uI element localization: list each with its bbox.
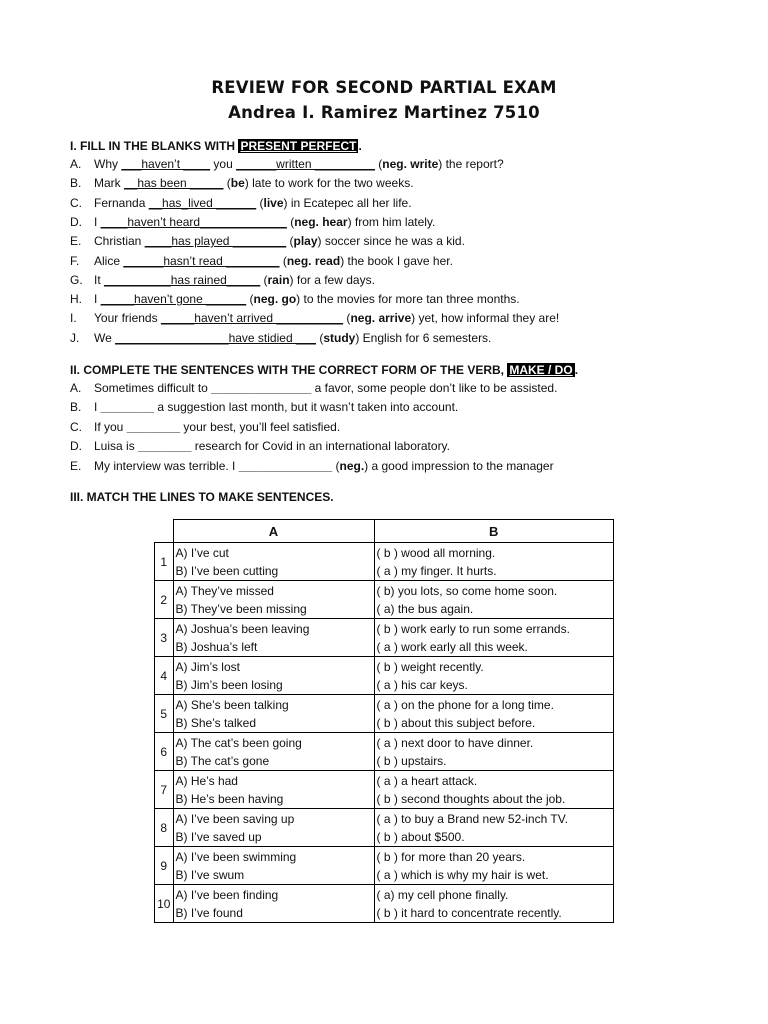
match-row bbox=[155, 581, 614, 619]
item-text: ( bbox=[315, 330, 324, 345]
match-row bbox=[155, 543, 614, 581]
option-b: B) The cat’s gone bbox=[175, 753, 270, 768]
item-letter: G. bbox=[70, 272, 83, 287]
section-1-heading-suffix: . bbox=[358, 139, 362, 153]
option-b: B) I’ve swum bbox=[175, 867, 245, 882]
item-text: If you bbox=[94, 419, 127, 434]
item-letter: D. bbox=[70, 214, 82, 229]
item-answer: _________________have stidied ___ bbox=[115, 330, 316, 345]
item-verb: neg. hear bbox=[294, 214, 348, 229]
item-text: Your friends bbox=[94, 311, 161, 326]
corner-cell bbox=[155, 520, 174, 543]
section-2-heading-suffix: . bbox=[574, 363, 579, 377]
item-text: a favor, some people don’t like to be assisted. bbox=[311, 381, 558, 395]
fill-item bbox=[70, 176, 414, 191]
fill-item bbox=[70, 331, 491, 346]
match-answer: ( b ) it hard to concentrate recently. bbox=[376, 905, 562, 920]
item-text: ) for a few days. bbox=[289, 272, 375, 287]
option-b: B) They’ve been missing bbox=[175, 601, 307, 616]
column-a-cell bbox=[173, 695, 374, 733]
item-text: ( bbox=[260, 272, 268, 287]
item-blank: ________ bbox=[100, 400, 155, 415]
item-letter: C. bbox=[70, 419, 82, 434]
item-text: Luisa is bbox=[94, 439, 139, 454]
match-row bbox=[155, 733, 614, 771]
match-row bbox=[155, 847, 614, 885]
author-line: Andrea I. Ramirez Martinez 7510 bbox=[228, 103, 540, 122]
item-answer: _____haven’t gone ______ bbox=[100, 292, 247, 307]
item-letter: C. bbox=[70, 195, 82, 210]
row-number: 6 bbox=[155, 733, 174, 771]
match-table-header bbox=[155, 520, 614, 543]
item-text: ( bbox=[279, 253, 287, 268]
fill-item bbox=[70, 254, 453, 269]
item-verb: rain bbox=[267, 272, 290, 287]
row-number: 1 bbox=[155, 543, 174, 581]
match-answer: ( b ) work early to run some errands. bbox=[376, 621, 570, 636]
item-letter: F. bbox=[70, 253, 80, 268]
match-row bbox=[155, 885, 614, 923]
option-a: A) She’s been talking bbox=[175, 697, 289, 712]
column-a-cell bbox=[173, 581, 374, 619]
make-do-item bbox=[70, 400, 458, 415]
row-number: 2 bbox=[155, 581, 174, 619]
item-text: ) late to work for the two weeks. bbox=[244, 176, 414, 191]
section-1-highlight: PRESENT PERFECT bbox=[240, 139, 357, 153]
item-text: ( bbox=[343, 311, 351, 326]
row-number: 4 bbox=[155, 657, 174, 695]
item-text: ) from him lately. bbox=[347, 214, 436, 229]
column-a-header: A bbox=[173, 520, 374, 543]
section-1-heading-prefix: I. FILL IN THE BLANKS WITH bbox=[70, 139, 239, 153]
section-2-highlight: MAKE / DO bbox=[509, 363, 573, 377]
fill-item bbox=[70, 311, 559, 326]
item-letter: D. bbox=[70, 439, 82, 454]
item-text: Sometimes difficult to bbox=[94, 381, 212, 395]
item-letter: E. bbox=[70, 234, 82, 249]
option-b: B) Jim’s been losing bbox=[175, 677, 283, 692]
option-a: A) I’ve been swimming bbox=[175, 849, 297, 864]
option-b: B) I’ve been cutting bbox=[175, 563, 279, 578]
fill-item bbox=[70, 215, 435, 230]
match-answer: ( b ) second thoughts about the job. bbox=[376, 791, 566, 806]
item-text: ) soccer since he was a kid. bbox=[317, 234, 465, 249]
item-letter: E. bbox=[70, 458, 82, 473]
match-row bbox=[155, 657, 614, 695]
column-b-cell bbox=[374, 733, 614, 771]
item-text: Mark bbox=[94, 176, 124, 191]
column-a-cell bbox=[173, 885, 374, 923]
column-a-cell bbox=[173, 771, 374, 809]
row-number: 10 bbox=[155, 885, 174, 923]
item-text: I bbox=[94, 292, 101, 307]
make-do-item bbox=[70, 459, 554, 474]
option-a: A) They’ve missed bbox=[175, 583, 274, 598]
section-2-heading-prefix: II. COMPLETE THE SENTENCES WITH THE CORRECT FORM OF THE VERB, bbox=[70, 363, 508, 377]
item-text: research for Covid in an international laboratory. bbox=[191, 439, 451, 454]
match-answer: ( a ) a heart attack. bbox=[376, 773, 478, 788]
section-3-heading: III. MATCH THE LINES TO MAKE SENTENCES. bbox=[70, 490, 334, 504]
column-a-cell bbox=[173, 657, 374, 695]
option-b: B) She’s talked bbox=[175, 715, 256, 730]
item-verb: neg. write bbox=[382, 157, 439, 171]
item-verb: neg. read bbox=[286, 253, 341, 268]
option-a: A) I’ve cut bbox=[175, 545, 229, 560]
page-title: REVIEW FOR SECOND PARTIAL EXAM bbox=[211, 78, 557, 97]
item-verb: neg. arrive bbox=[350, 311, 412, 326]
item-text: you bbox=[210, 157, 237, 171]
option-b: B) Joshua’s left bbox=[175, 639, 258, 654]
item-answer: ______hasn’t read ________ bbox=[123, 253, 280, 268]
match-answer: ( b ) wood all morning. bbox=[376, 545, 496, 560]
match-row bbox=[155, 809, 614, 847]
column-b-cell bbox=[374, 657, 614, 695]
option-b: B) I’ve saved up bbox=[175, 829, 262, 844]
match-table bbox=[154, 519, 614, 923]
column-b-cell bbox=[374, 885, 614, 923]
item-letter: I. bbox=[70, 311, 77, 326]
match-answer: ( a ) his car keys. bbox=[376, 677, 468, 692]
option-a: A) I’ve been saving up bbox=[175, 811, 295, 826]
section-1-heading bbox=[70, 139, 362, 153]
match-answer: ( a ) work early all this week. bbox=[376, 639, 528, 654]
item-answer: __has been _____ bbox=[124, 176, 224, 191]
match-answer: ( a ) on the phone for a long time. bbox=[376, 697, 554, 712]
column-a-cell bbox=[173, 809, 374, 847]
item-text: ) English for 6 semesters. bbox=[355, 330, 492, 345]
item-answer: ____haven’t heard_____________ bbox=[100, 214, 287, 229]
row-number: 9 bbox=[155, 847, 174, 885]
match-answer: ( b ) about this subject before. bbox=[376, 715, 536, 730]
match-answer: ( a ) to buy a Brand new 52-inch TV. bbox=[376, 811, 568, 826]
row-number: 5 bbox=[155, 695, 174, 733]
item-answer: __has_lived ______ bbox=[148, 195, 257, 210]
match-answer: ( b ) about $500. bbox=[376, 829, 465, 844]
item-text: ) yet, how informal they are! bbox=[411, 311, 560, 326]
item-text: ) in Ecatepec all her life. bbox=[283, 195, 412, 210]
match-row bbox=[155, 771, 614, 809]
option-a: A) The cat’s been going bbox=[175, 735, 302, 750]
column-b-cell bbox=[374, 543, 614, 581]
item-answer: __________has rained_____ bbox=[104, 272, 261, 287]
item-blank: _______________ bbox=[211, 381, 312, 395]
match-answer: ( a) the bus again. bbox=[376, 601, 474, 616]
section-2-heading bbox=[70, 363, 578, 377]
fill-item bbox=[70, 196, 412, 211]
fill-item bbox=[70, 292, 520, 307]
option-a: A) Joshua’s been leaving bbox=[175, 621, 310, 636]
item-verb: neg. go bbox=[253, 292, 297, 307]
column-b-cell bbox=[374, 619, 614, 657]
match-answer: ( b) you lots, so come home soon. bbox=[376, 583, 558, 598]
column-a-cell bbox=[173, 619, 374, 657]
row-number: 8 bbox=[155, 809, 174, 847]
column-b-cell bbox=[374, 771, 614, 809]
item-text: ( bbox=[286, 234, 294, 249]
item-text: ( bbox=[374, 157, 383, 171]
column-a-cell bbox=[173, 543, 374, 581]
item-verb: live bbox=[263, 195, 284, 210]
item-verb: play bbox=[293, 234, 318, 249]
match-answer: ( b ) upstairs. bbox=[376, 753, 447, 768]
item-text: your best, you’ll feel satisfied. bbox=[180, 419, 341, 434]
item-text: ) the book I gave her. bbox=[340, 253, 453, 268]
item-blank: ________ bbox=[138, 439, 192, 454]
column-b-cell bbox=[374, 809, 614, 847]
row-number: 3 bbox=[155, 619, 174, 657]
item-letter: A. bbox=[70, 381, 82, 395]
item-answer: ______written _________ bbox=[236, 157, 375, 171]
match-answer: ( b ) weight recently. bbox=[376, 659, 484, 674]
item-blank: ________ bbox=[126, 419, 181, 434]
fill-item bbox=[70, 234, 465, 249]
item-text: My interview was terrible. I bbox=[94, 458, 239, 473]
option-b: B) He’s been having bbox=[175, 791, 284, 806]
make-do-item bbox=[70, 439, 450, 454]
match-answer: ( a ) next door to have dinner. bbox=[376, 735, 534, 750]
item-text: I bbox=[94, 400, 101, 415]
item-text: ( bbox=[223, 176, 231, 191]
option-b: B) I’ve found bbox=[175, 905, 243, 920]
option-a: A) He’s had bbox=[175, 773, 238, 788]
item-text: ) to the movies for more tan three months. bbox=[296, 292, 520, 307]
item-text: Alice bbox=[94, 253, 124, 268]
match-answer: ( a ) which is why my hair is wet. bbox=[376, 867, 549, 882]
item-answer: ___haven’t ____ bbox=[121, 157, 211, 171]
option-a: A) I’ve been finding bbox=[175, 887, 279, 902]
match-row bbox=[155, 619, 614, 657]
column-a-cell bbox=[173, 733, 374, 771]
column-b-cell bbox=[374, 847, 614, 885]
item-text: ) the report? bbox=[438, 157, 504, 171]
item-blank: ______________ bbox=[238, 458, 333, 473]
item-answer: _____haven’t arrived __________ bbox=[160, 311, 344, 326]
item-letter: H. bbox=[70, 292, 82, 307]
item-text: I bbox=[94, 214, 101, 229]
item-text: ( bbox=[332, 458, 340, 473]
column-b-cell bbox=[374, 581, 614, 619]
item-letter: B. bbox=[70, 176, 82, 191]
item-verb: be bbox=[230, 176, 245, 191]
item-text: Why bbox=[94, 157, 122, 171]
item-text: a suggestion last month, but it wasn’t taken into account. bbox=[154, 400, 459, 415]
row-number: 7 bbox=[155, 771, 174, 809]
item-text: ( bbox=[256, 195, 264, 210]
item-letter: J. bbox=[70, 330, 80, 345]
item-letter: A. bbox=[70, 157, 82, 171]
item-verb: neg. bbox=[339, 458, 365, 473]
match-row bbox=[155, 695, 614, 733]
make-do-item bbox=[70, 381, 557, 396]
match-answer: ( b ) for more than 20 years. bbox=[376, 849, 526, 864]
item-text: ( bbox=[286, 214, 295, 229]
item-text: It bbox=[94, 272, 105, 287]
fill-item bbox=[70, 157, 504, 172]
fill-item bbox=[70, 273, 375, 288]
item-text: Christian bbox=[94, 234, 145, 249]
column-b-cell bbox=[374, 695, 614, 733]
item-answer: ____has played ________ bbox=[144, 234, 287, 249]
match-answer: ( a ) my finger. It hurts. bbox=[376, 563, 497, 578]
match-answer: ( a) my cell phone finally. bbox=[376, 887, 509, 902]
item-text: We bbox=[94, 330, 116, 345]
column-a-cell bbox=[173, 847, 374, 885]
option-a: A) Jim’s lost bbox=[175, 659, 240, 674]
item-letter: B. bbox=[70, 400, 82, 415]
item-text: Fernanda bbox=[94, 195, 149, 210]
item-text: ( bbox=[246, 292, 254, 307]
make-do-item bbox=[70, 420, 340, 435]
item-verb: study bbox=[323, 330, 356, 345]
item-text: ) a good impression to the manager bbox=[364, 458, 554, 473]
column-b-header: B bbox=[374, 520, 614, 543]
